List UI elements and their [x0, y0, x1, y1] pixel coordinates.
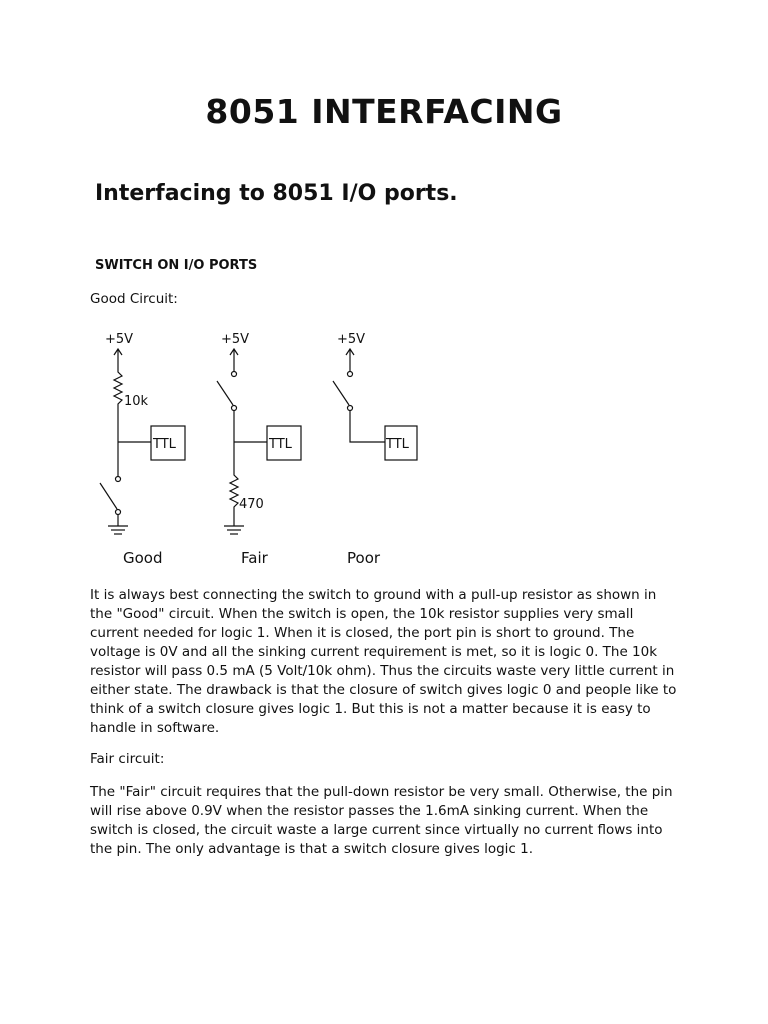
fair-switch-blade: [217, 381, 233, 405]
sub-heading: SWITCH ON I/O PORTS: [95, 258, 258, 273]
poor-ttl-label: TTL: [386, 437, 409, 452]
good-pullup-resistor: [114, 365, 122, 443]
poor-ttl-wire: [350, 411, 385, 442]
good-caption: Good: [123, 549, 163, 567]
good-supply-label: +5V: [105, 332, 134, 347]
paragraph-fair-explanation: The "Fair" circuit requires that the pull-down resistor be very small. Otherwise, the pin will rise above 0.9V when the resistor passes the 1.6mA sinking current. When the switch is closed, the circuit waste a large current since virtually no current flows into the pin. The only advantage is that a switch closure gives logic 1.: [90, 784, 673, 857]
fair-caption: Fair: [241, 549, 268, 567]
good-switch-blade: [100, 483, 117, 509]
paragraph-good-explanation: It is always best connecting the switch to ground with a pull-up resistor as shown in the "Good" circuit. When the switch is open, the 10k resistor supplies very small current needed for logic 1. When it is closed, the port pin is short to ground. The voltage is 0V and all the sinking current requirement is met, so it is logic 0. The 10k resistor will pass 0.5 mA (5 Volt/10k ohm). Thus the circuits waste very little current in either state. The drawback is that the closure of switch gives logic 0 and people like to think of a switch closure gives logic 1. But this is not a matter because it is easy to handle in software.: [90, 587, 677, 736]
good-pullup-value: 10k: [124, 394, 149, 409]
fair-circuit-label: Fair circuit:: [90, 751, 165, 767]
poor-supply-label: +5V: [337, 332, 366, 347]
good-ttl-label: TTL: [153, 437, 176, 452]
poor-switch-contact: [348, 372, 353, 377]
good-switch-contact: [116, 477, 121, 482]
good-circuit-label: Good Circuit:: [90, 291, 178, 307]
poor-switch-pivot: [348, 406, 353, 411]
fair-switch-contact: [232, 372, 237, 377]
fair-pulldown-value: 470: [239, 497, 264, 512]
poor-switch-blade: [333, 381, 349, 405]
fair-switch-pivot: [232, 406, 237, 411]
fair-supply-label: +5V: [221, 332, 250, 347]
page-title: 8051 INTERFACING: [205, 92, 563, 131]
fair-pulldown-resistor: [230, 470, 238, 526]
switch-circuit-diagram: [95, 325, 425, 575]
good-switch-pivot: [116, 510, 121, 515]
poor-caption: Poor: [347, 549, 381, 567]
section-heading: Interfacing to 8051 I/O ports.: [95, 181, 458, 206]
fair-ttl-label: TTL: [269, 437, 292, 452]
